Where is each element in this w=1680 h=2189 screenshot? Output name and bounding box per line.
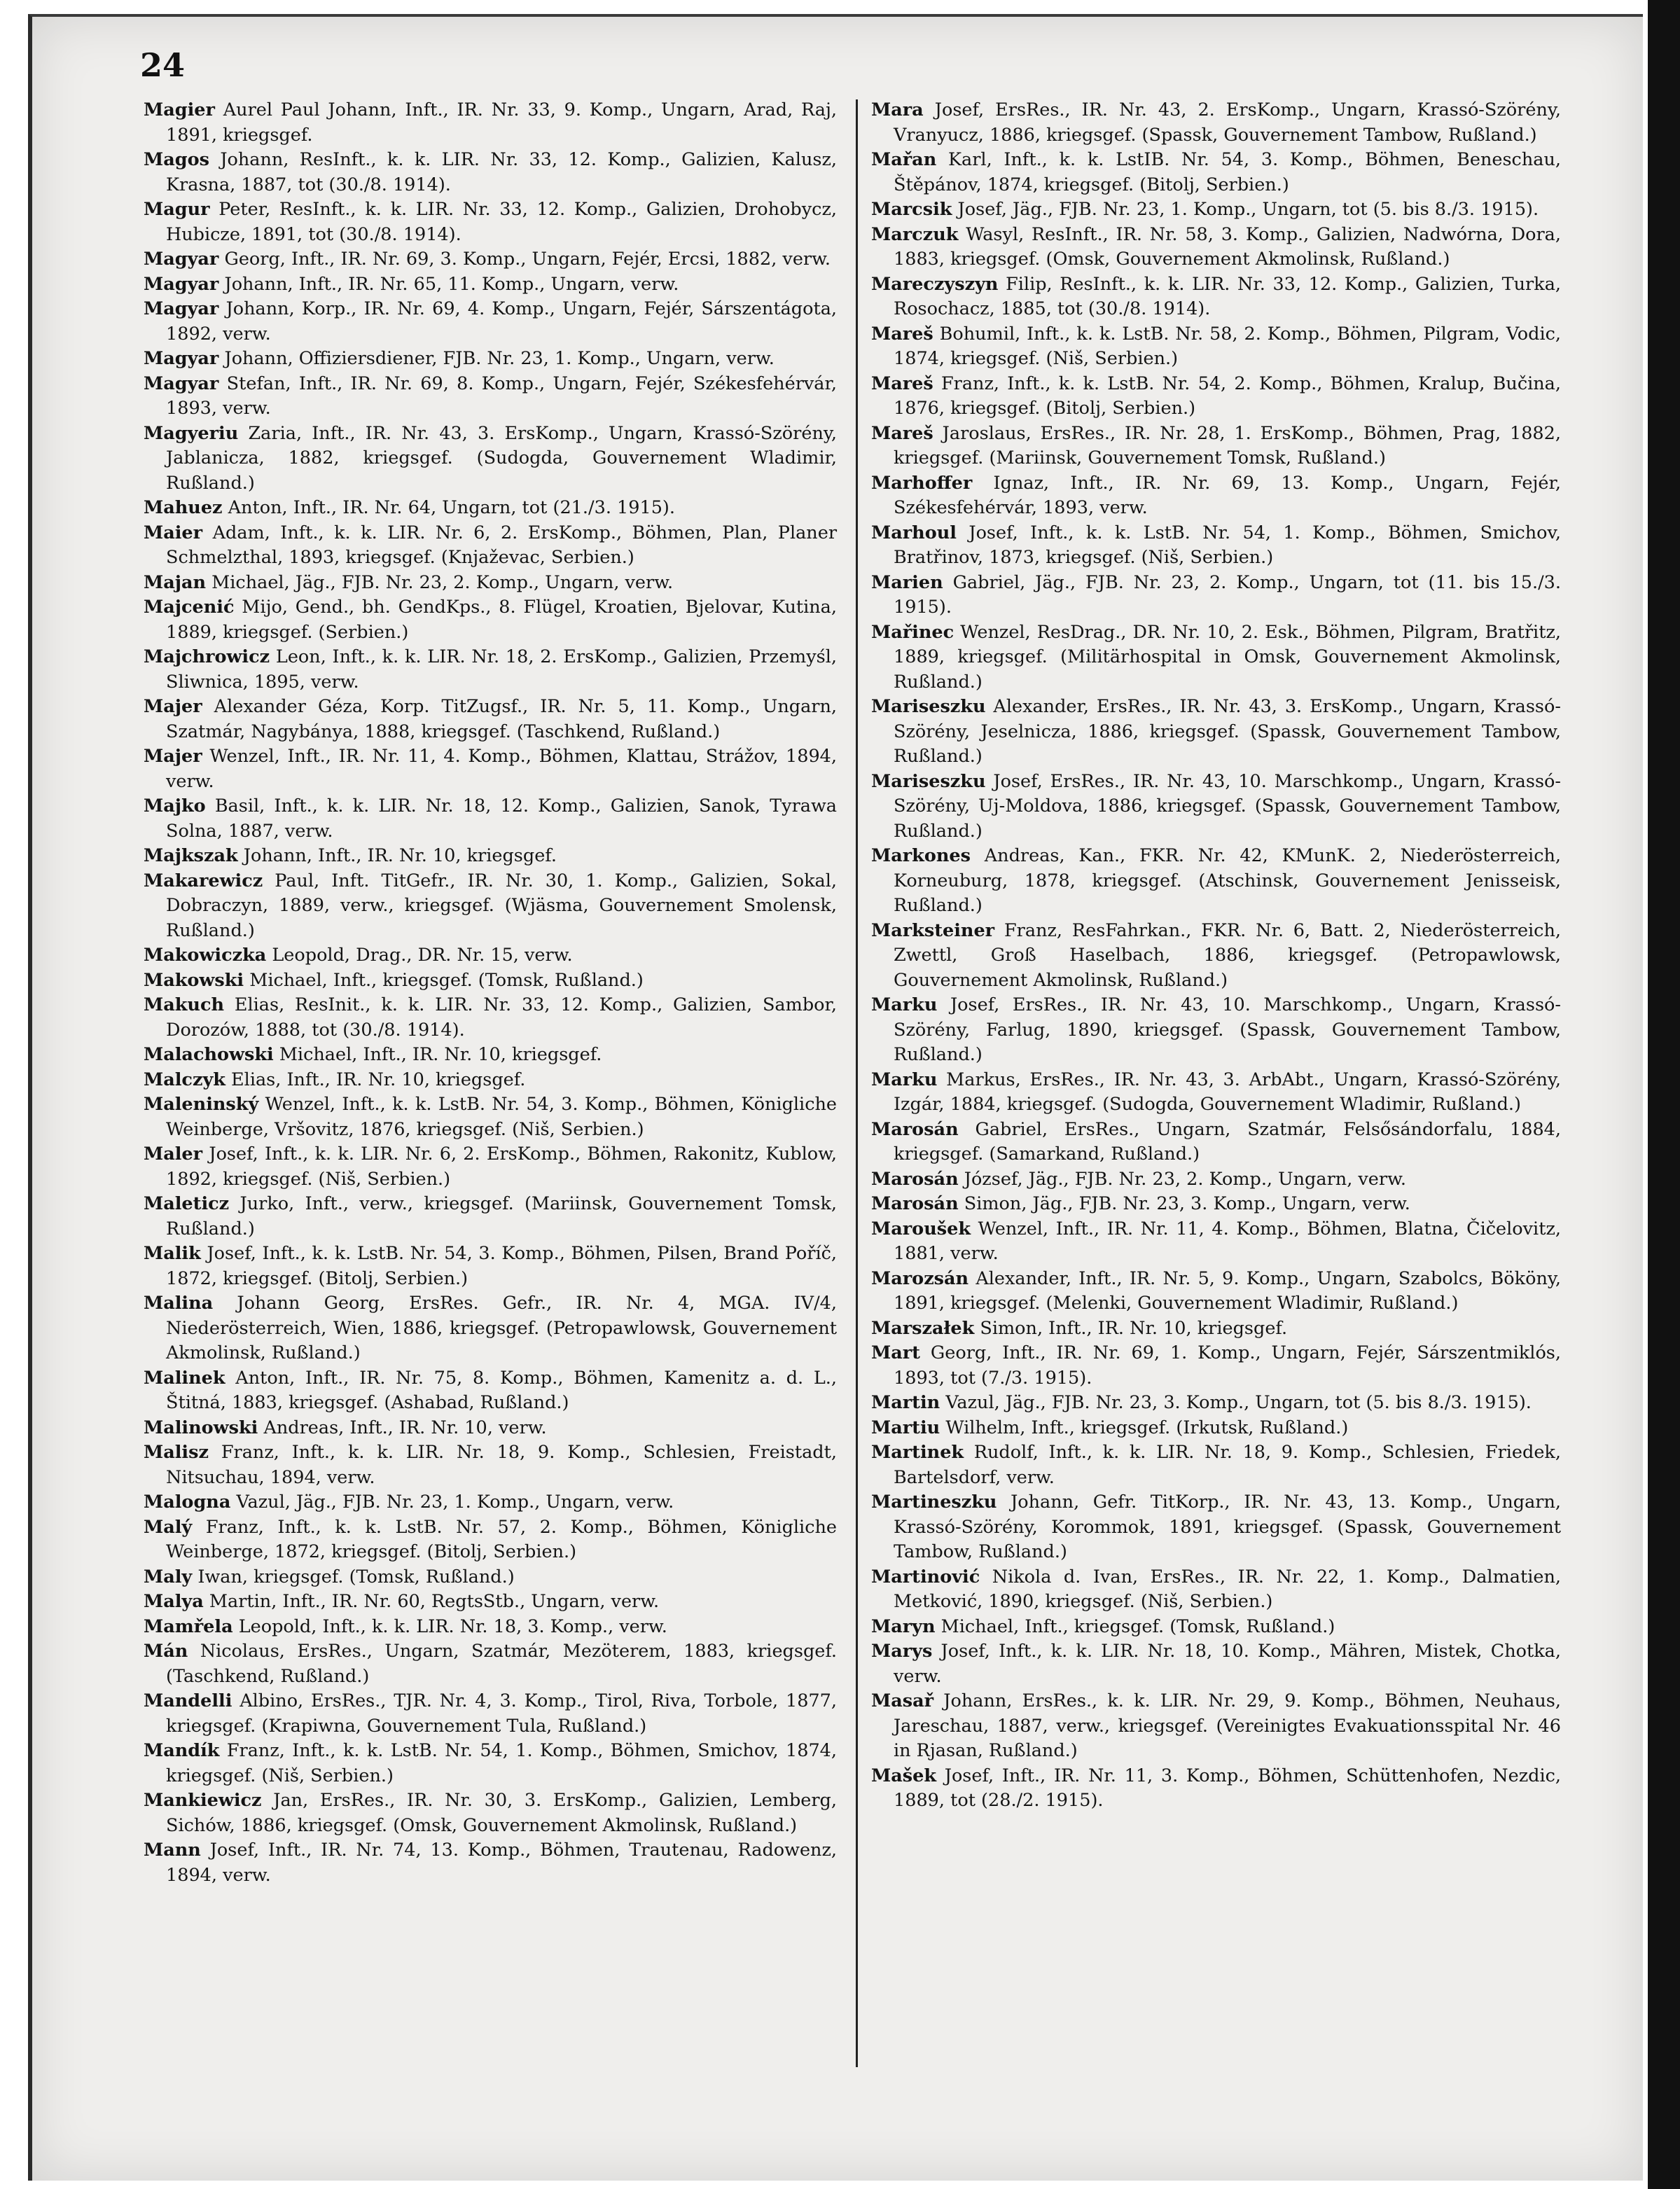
casualty-entry [871,197,1561,223]
entry-surname: Malachowski [144,1044,274,1065]
entry-details: Ignaz, Inft., IR. Nr. 69, 13. Komp., Ungarn, Fejér, Székesfehérvár, 1893, verw. [894,472,1561,518]
entry-details: Leopold, Inft., k. k. LIR. Nr. 18, 3. Komp., verw. [238,1615,667,1637]
entry-details: Filip, ResInft., k. k. LIR. Nr. 33, 12. Komp., Galizien, Turka, Rosochacz, 1885, tot (30./8. 1914). [894,273,1561,319]
casualty-entry [871,770,1561,845]
entry-surname: Magyar [144,273,219,295]
entry-details: Simon, Jäg., FJB. Nr. 23, 3. Komp., Ungarn, verw. [964,1193,1410,1214]
entry-surname: Martineszku [871,1492,997,1513]
entry-details: Alexander, Inft., IR. Nr. 5, 9. Komp., Ungarn, Szabolcs, Bököny, 1891, kriegsgef. (Melenki, Gouvernement Wladimir, Rußland.) [894,1267,1561,1314]
casualty-entry [871,1416,1561,1441]
entry-details: Johann, Inft., IR. Nr. 10, kriegsgef. [243,845,557,866]
entry-details: Elias, ResInit., k. k. LIR. Nr. 33, 12. Komp., Galizien, Sambor, Dorozów, 1888, tot (30./8. 1914). [166,994,837,1041]
entry-details: Franz, Inft., k. k. LstB. Nr. 54, 1. Komp., Böhmen, Smichov, 1874, kriegsgef. (Niš, Serbien.) [166,1740,837,1786]
entry-details: Michael, Inft., kriegsgef. (Tomsk, Rußland.) [249,969,644,991]
entry-surname: Marys [871,1641,933,1662]
casualty-entry [144,272,837,298]
entry-details: Stefan, Inft., IR. Nr. 69, 8. Komp., Ungarn, Fejér, Székesfehérvár, 1893, verw. [166,373,837,419]
entry-surname: Marku [871,1069,938,1090]
entry-details: Wenzel, Inft., IR. Nr. 11, 4. Komp., Böhmen, Blatna, Čičelovitz, 1881, verw. [894,1218,1561,1264]
casualty-entry [871,1440,1561,1490]
entry-surname: Marksteiner [871,919,995,941]
casualty-entry [871,322,1561,372]
casualty-entry [144,1788,837,1838]
casualty-entry [144,869,837,944]
casualty-entry [144,1416,837,1441]
entry-surname: Mandík [144,1740,220,1761]
entry-surname: Marosán [871,1118,959,1140]
left-column [144,98,837,1888]
entry-surname: Malik [144,1243,201,1264]
entry-surname: Martinović [871,1566,980,1587]
entry-details: Nikola d. Ivan, ErsRes., IR. Nr. 22, 1. Komp., Dalmatien, Metković, 1890, kriegsgef. (Niš, Serbien.) [894,1566,1561,1612]
casualty-entry [144,1590,837,1615]
entry-details: Josef, Inft., IR. Nr. 11, 3. Komp., Böhmen, Schüttenhofen, Nezdic, 1889, tot (28./2. 1915). [894,1765,1561,1811]
entry-details: Mijo, Gend., bh. GendKps., 8. Flügel, Kroatien, Bjelovar, Kutina, 1889, kriegsgef. (Serbien.) [166,597,837,643]
entry-surname: Magyar [144,249,219,270]
entry-details: Josef, Inft., IR. Nr. 74, 13. Komp., Böhmen, Trautenau, Radowenz, 1894, verw. [166,1840,838,1886]
entry-details: Gabriel, Jäg., FJB. Nr. 23, 2. Komp., Ungarn, tot (11. bis 15./3. 1915). [894,571,1561,618]
entry-surname: Malinek [144,1367,225,1389]
entry-surname: Malý [144,1516,193,1538]
entry-details: Nicolaus, ErsRes., Ungarn, Szatmár, Mezöterem, 1883, kriegsgef. (Taschkend, Rußland.) [166,1641,838,1687]
casualty-entry [871,1490,1561,1565]
casualty-entry [144,372,837,422]
entry-details: Zaria, Inft., IR. Nr. 43, 3. ErsKomp., Ungarn, Krassó-Szörény, Jablanicza, 1882, kriegsgef. (Sudogda, Gouvernement Wladimir, Rußland.) [166,422,837,494]
casualty-entry [144,496,837,521]
entry-details: Michael, Inft., IR. Nr. 10, kriegsgef. [279,1044,602,1065]
entry-surname: Mandelli [144,1690,232,1711]
entry-details: Josef, ErsRes., IR. Nr. 43, 10. Marschkomp., Ungarn, Krassó-Szörény, Uj-Moldova, 1886, kriegsgef. (Spassk, Gouvernement Tambow, Rußland.) [894,770,1562,842]
entry-surname: Martiu [871,1417,940,1438]
entry-details: Elias, Inft., IR. Nr. 10, kriegsgef. [231,1069,526,1090]
casualty-entry [871,1217,1561,1267]
casualty-entry [871,1316,1561,1342]
casualty-entry [144,247,837,272]
entry-surname: Majcenić [144,597,235,618]
entry-surname: Marosán [871,1168,959,1190]
casualty-entry [144,98,837,148]
casualty-entry [144,1092,837,1142]
casualty-entry [144,595,837,645]
entry-details: Martin, Inft., IR. Nr. 60, RegtsStb., Ungarn, verw. [209,1591,660,1612]
entry-details: Josef, Inft., k. k. LIR. Nr. 18, 10. Komp., Mähren, Mistek, Chotka, verw. [894,1641,1561,1687]
entry-surname: Martin [871,1392,940,1413]
entry-details: Johann, Gefr. TitKorp., IR. Nr. 43, 13. Komp., Ungarn, Krassó-Szörény, Korommok, 1891, kriegsgef. (Spassk, Gouvernement Tambow, Rußland.) [894,1492,1561,1562]
entry-surname: Mareš [871,323,933,345]
entry-details: Wenzel, ResDrag., DR. Nr. 10, 2. Esk., Böhmen, Pilgram, Bratřitz, 1889, kriegsgef. (Militärhospital in Omsk, Gouvernement Akmolinsk, Rußland.) [894,621,1562,693]
entry-details: Andreas, Kan., FKR. Nr. 42, KMunK. 2, Niederösterreich, Korneuburg, 1878, kriegsgef. (Atschinsk, Gouvernement Jenisseisk, Rußland.) [894,845,1562,916]
entry-surname: Marosán [871,1193,959,1214]
entry-details: Johann, Korp., IR. Nr. 69, 4. Komp., Ungarn, Fejér, Sárszentágota, 1892, verw. [166,298,838,345]
entry-surname: Mareš [871,422,933,444]
casualty-entry [871,695,1561,770]
entry-surname: Mankiewicz [144,1790,262,1811]
entry-surname: Mařan [871,149,937,170]
entry-surname: Malczyk [144,1069,225,1090]
entry-surname: Makowski [144,969,244,991]
entry-surname: Mariseszku [871,770,986,792]
casualty-entry [871,844,1561,919]
entry-surname: Majko [144,795,206,816]
casualty-entry [144,844,837,869]
entry-details: Josef, Jäg., FJB. Nr. 23, 1. Komp., Ungarn, tot (5. bis 8./3. 1915). [957,199,1539,220]
entry-details: Franz, Inft., k. k. LstB. Nr. 57, 2. Komp., Böhmen, Königliche Weinberge, 1872, kriegsgef. (Bitolj, Serbien.) [166,1516,838,1562]
entry-details: Wasyl, ResInft., IR. Nr. 58, 3. Komp., Galizien, Nadwórna, Dora, 1883, kriegsgef. (Omsk, Gouvernement Akmolinsk, Rußland.) [894,223,1561,270]
entry-details: Johann, Inft., IR. Nr. 65, 11. Komp., Ungarn, verw. [224,273,679,295]
entry-details: Wenzel, Inft., k. k. LstB. Nr. 54, 3. Komp., Böhmen, Königliche Weinberge, Vršovitz, 1876, kriegsgef. (Niš, Serbien.) [166,1094,837,1140]
casualty-entry [144,297,837,347]
entry-details: Leopold, Drag., DR. Nr. 15, verw. [272,945,573,966]
entry-details: Wilhelm, Inft., kriegsgef. (Irkutsk, Rußland.) [945,1417,1349,1438]
casualty-entry [144,1440,837,1490]
entry-details: Michael, Inft., kriegsgef. (Tomsk, Rußland.) [940,1615,1335,1637]
entry-surname: Majchrowicz [144,646,270,667]
entry-details: Josef, Inft., k. k. LstB. Nr. 54, 3. Komp., Böhmen, Pilsen, Brand Poříč, 1872, kriegsgef. (Bitolj, Serbien.) [166,1243,837,1289]
entry-details: Peter, ResInft., k. k. LIR. Nr. 33, 12. Komp., Galizien, Drohobycz, Hubicze, 1891, tot (30./8. 1914). [166,199,837,245]
casualty-entry [144,794,837,844]
entry-details: Jan, ErsRes., IR. Nr. 30, 3. ErsKomp., Galizien, Lemberg, Sichów, 1886, kriegsgef. (Omsk, Gouvernement Akmolinsk, Rußland.) [166,1790,837,1836]
casualty-entry [871,1068,1561,1118]
entry-surname: Marszałek [871,1317,975,1339]
entry-surname: Marcsik [871,199,952,220]
entry-surname: Magur [144,199,210,220]
entry-surname: Mareczyszyn [871,273,999,295]
entry-surname: Mán [144,1641,188,1662]
casualty-entry [144,1490,837,1515]
entry-surname: Marhoul [871,522,957,543]
casualty-entry [144,1142,837,1192]
entry-details: Leon, Inft., k. k. LIR. Nr. 18, 2. ErsKomp., Galizien, Przemyśl, Sliwnica, 1895, verw. [166,646,837,693]
entry-surname: Marozsán [871,1267,969,1289]
entry-details: Michael, Jäg., FJB. Nr. 23, 2. Komp., Ungarn, verw. [211,571,674,593]
casualty-entry [871,1689,1561,1764]
casualty-entry [871,919,1561,994]
casualty-entry [144,1291,837,1366]
entry-surname: Mamřela [144,1615,233,1637]
entry-details: Alexander Géza, Korp. TitZugsf., IR. Nr. 5, 11. Komp., Ungarn, Szatmár, Nagybánya, 1888, kriegsgef. (Taschkend, Rußland.) [166,696,837,742]
entry-surname: Marczuk [871,223,959,245]
entry-details: Johann Georg, ErsRes. Gefr., IR. Nr. 4, MGA. IV/4, Niederösterreich, Wien, 1886, kriegsgef. (Petropawlowsk, Gouvernement Akmolinsk, Rußland.) [166,1293,837,1363]
entry-surname: Magos [144,149,209,170]
entry-details: Franz, Inft., k. k. LIR. Nr. 18, 9. Komp., Schlesien, Freistadt, Nitsuchau, 1894, verw. [166,1442,837,1488]
entry-surname: Mareš [871,373,933,394]
entry-details: Wenzel, Inft., IR. Nr. 11, 4. Komp., Böhmen, Klattau, Strážov, 1894, verw. [166,746,837,792]
casualty-entry [871,148,1561,197]
casualty-entry [144,1242,837,1291]
casualty-entry [871,272,1561,322]
entry-surname: Malisz [144,1442,209,1463]
entry-details: Johann, ResInft., k. k. LIR. Nr. 33, 12. Komp., Galizien, Kalusz, Krasna, 1887, tot (30./8. 1914). [166,149,838,195]
casualty-entry [871,1764,1561,1814]
entry-details: Georg, Inft., IR. Nr. 69, 1. Komp., Ungarn, Fejér, Sárszentmiklós, 1893, tot (7./3. 1915). [894,1342,1561,1389]
entry-details: Basil, Inft., k. k. LIR. Nr. 18, 12. Komp., Galizien, Sanok, Tyrawa Solna, 1887, verw. [166,795,837,842]
entry-surname: Martinek [871,1442,964,1463]
entry-surname: Majan [144,571,207,593]
casualty-entry [871,571,1561,620]
casualty-entry [144,1192,837,1242]
entry-details: Vazul, Jäg., FJB. Nr. 23, 1. Komp., Ungarn, verw. [236,1492,674,1513]
casualty-entry [144,968,837,994]
entry-details: Gabriel, ErsRes., Ungarn, Szatmár, Felsősándorfalu, 1884, kriegsgef. (Samarkand, Rußland.) [894,1118,1561,1165]
entry-surname: Makowiczka [144,945,267,966]
entry-surname: Majkszak [144,845,238,866]
casualty-entry [871,1118,1561,1167]
entry-details: Bohumil, Inft., k. k. LstB. Nr. 58, 2. Komp., Böhmen, Pilgram, Vodic, 1874, kriegsgef. (Niš, Serbien.) [894,323,1561,369]
casualty-entry [144,1068,837,1093]
entry-details: Jurko, Inft., verw., kriegsgef. (Mariinsk, Gouvernement Tomsk, Rußland.) [166,1193,838,1239]
casualty-entry [871,1341,1561,1391]
entry-surname: Magyar [144,348,219,369]
entry-details: Aurel Paul Johann, Inft., IR. Nr. 33, 9. Komp., Ungarn, Arad, Raj, 1891, kriegsgef. [166,99,837,146]
entry-surname: Majer [144,746,202,767]
casualty-entry [871,620,1561,695]
entry-details: Vazul, Jäg., FJB. Nr. 23, 3. Komp., Ungarn, tot (5. bis 8./3. 1915). [945,1392,1532,1413]
entry-surname: Masař [871,1690,934,1711]
casualty-entry [144,695,837,744]
entry-details: Paul, Inft. TitGefr., IR. Nr. 30, 1. Komp., Galizien, Sokal, Dobraczyn, 1889, verw., kriegsgef. (Wjäsma, Gouvernement Smolensk, Rußland.) [166,870,837,941]
entry-surname: Majer [144,696,202,717]
casualty-entry [871,422,1561,471]
entry-details: Josef, Inft., k. k. LIR. Nr. 6, 2. ErsKomp., Böhmen, Rakonitz, Kublow, 1892, kriegsgef. (Niš, Serbien.) [166,1144,837,1190]
casualty-entry [144,1565,837,1590]
entry-surname: Maroušek [871,1218,971,1239]
entry-details: Josef, ErsRes., IR. Nr. 43, 2. ErsKomp., Ungarn, Krassó-Szörény, Vranyucz, 1886, kriegsgef. (Spassk, Gouvernement Tambow, Rußland.) [894,99,1561,146]
entry-surname: Malina [144,1293,214,1314]
entry-details: Iwan, kriegsgef. (Tomsk, Rußland.) [197,1566,515,1587]
entry-surname: Mašek [871,1765,936,1786]
entry-surname: Marhoffer [871,472,973,494]
entry-details: Franz, ResFahrkan., FKR. Nr. 6, Batt. 2, Niederösterreich, Zwettl, Groß Haselbach, 1886, kriegsgef. (Petropawlowsk, Gouvernement Akmolinsk, Rußland.) [894,919,1561,991]
entry-surname: Magier [144,99,215,120]
entry-details: Albino, ErsRes., TJR. Nr. 4, 3. Komp., Tirol, Riva, Torbole, 1877, kriegsgef. (Krapiwna, Gouvernement Tula, Rußland.) [166,1690,837,1737]
entry-surname: Maryn [871,1615,936,1637]
casualty-entry [144,943,837,968]
casualty-entry [871,223,1561,272]
entry-surname: Mart [871,1342,920,1363]
entry-details: Johann, Offiziersdiener, FJB. Nr. 23, 1. Komp., Ungarn, verw. [224,348,775,369]
entry-details: Alexander, ErsRes., IR. Nr. 43, 3. ErsKomp., Ungarn, Krassó-Szörény, Jeselnicza, 1886, kriegsgef. (Spassk, Gouvernement Tambow, Rußland.) [894,696,1561,767]
casualty-entry [871,1167,1561,1193]
entry-details: Franz, Inft., k. k. LstB. Nr. 54, 2. Komp., Böhmen, Kralup, Bučina, 1876, kriegsgef. (Bitolj, Serbien.) [894,373,1561,419]
column-divider [856,99,858,2067]
entry-surname: Makarewicz [144,870,263,891]
casualty-entry [144,1515,837,1565]
casualty-entry [144,148,837,197]
entry-details: Josef, ErsRes., IR. Nr. 43, 10. Marschkomp., Ungarn, Krassó-Szörény, Farlug, 1890, kriegsgef. (Spassk, Gouvernement Tambow, Rußland.) [894,994,1561,1065]
entry-surname: Magyar [144,373,219,394]
entry-surname: Malinowski [144,1417,258,1438]
casualty-entry [144,197,837,247]
casualty-entry [871,1639,1561,1689]
entry-surname: Mahuez [144,497,223,518]
entry-surname: Mann [144,1840,201,1861]
entry-details: Karl, Inft., k. k. LstIB. Nr. 54, 3. Komp., Böhmen, Beneschau, Štěpánov, 1874, kriegsgef. (Bitolj, Serbien.) [894,149,1561,195]
entry-details: Adam, Inft., k. k. LIR. Nr. 6, 2. ErsKomp., Böhmen, Plan, Planer Schmelzthal, 1893, kriegsgef. (Knjaževac, Serbien.) [166,522,838,568]
page-number: 24 [140,46,186,84]
casualty-entry [144,422,837,496]
casualty-entry [144,1366,837,1416]
entry-surname: Mara [871,99,924,120]
entry-surname: Maier [144,522,203,543]
casualty-entry [871,521,1561,571]
entry-surname: Malogna [144,1492,231,1513]
entry-details: József, Jäg., FJB. Nr. 23, 2. Komp., Ungarn, verw. [964,1168,1406,1190]
entry-details: Rudolf, Inft., k. k. LIR. Nr. 18, 9. Komp., Schlesien, Friedek, Bartelsdorf, verw. [894,1442,1561,1488]
entry-surname: Markones [871,845,971,866]
entry-surname: Magyar [144,298,219,319]
entry-details: Andreas, Inft., IR. Nr. 10, verw. [263,1417,547,1438]
entry-details: Josef, Inft., k. k. LstB. Nr. 54, 1. Komp., Böhmen, Smichov, Bratřinov, 1873, kriegsgef. (Niš, Serbien.) [894,522,1561,568]
casualty-entry [871,1615,1561,1640]
casualty-entry [871,1565,1561,1615]
casualty-entry [144,645,837,695]
entry-details: Markus, ErsRes., IR. Nr. 43, 3. ArbAbt., Ungarn, Krassó-Szörény, Izgár, 1884, kriegsgef. (Sudogda, Gouvernement Wladimir, Rußland.) [894,1069,1561,1115]
scan-edge [1648,0,1680,2189]
casualty-entry [871,1391,1561,1416]
entry-surname: Maleticz [144,1193,230,1214]
entry-surname: Marien [871,571,943,593]
casualty-entry [871,98,1561,148]
entry-surname: Marku [871,994,938,1015]
casualty-entry [144,347,837,372]
entry-details: Anton, Inft., IR. Nr. 64, Ungarn, tot (21./3. 1915). [228,497,675,518]
casualty-entry [144,571,837,596]
casualty-entry [144,744,837,794]
entry-surname: Maly [144,1566,193,1587]
entry-surname: Mariseszku [871,696,986,717]
casualty-entry [144,993,837,1043]
casualty-entry [144,1043,837,1068]
entry-details: Georg, Inft., IR. Nr. 69, 3. Komp., Ungarn, Fejér, Ercsi, 1882, verw. [224,249,831,270]
casualty-entry [871,993,1561,1068]
casualty-entry [871,1267,1561,1316]
entry-details: Simon, Inft., IR. Nr. 10, kriegsgef. [980,1317,1288,1339]
casualty-entry [871,471,1561,521]
entry-details: Anton, Inft., IR. Nr. 75, 8. Komp., Böhmen, Kamenitz a. d. L., Štitná, 1883, kriegsgef. (Ashabad, Rußland.) [166,1367,837,1413]
casualty-entry [144,1739,837,1788]
entry-surname: Maleninský [144,1094,259,1115]
casualty-entry [144,521,837,571]
entry-surname: Maler [144,1144,203,1165]
entry-details: Johann, ErsRes., k. k. LIR. Nr. 29, 9. Komp., Böhmen, Neuhaus, Jareschau, 1887, verw., kriegsgef. (Vereinigtes Evakuationsspital Nr. 46 in Rjasan, Rußland.) [894,1690,1561,1761]
entry-details: Jaroslaus, ErsRes., IR. Nr. 28, 1. ErsKomp., Böhmen, Prag, 1882, kriegsgef. (Mariinsk, Gouvernement Tomsk, Rußland.) [894,422,1561,468]
casualty-entry [871,372,1561,422]
casualty-entry [144,1615,837,1640]
entry-surname: Malya [144,1591,204,1612]
casualty-entry [144,1838,837,1888]
casualty-entry [871,1192,1561,1217]
entry-surname: Makuch [144,994,225,1015]
entry-surname: Mařinec [871,621,954,643]
entry-surname: Magyeriu [144,422,239,444]
casualty-entry [144,1639,837,1689]
casualty-entry [144,1689,837,1739]
right-column [871,98,1561,1814]
